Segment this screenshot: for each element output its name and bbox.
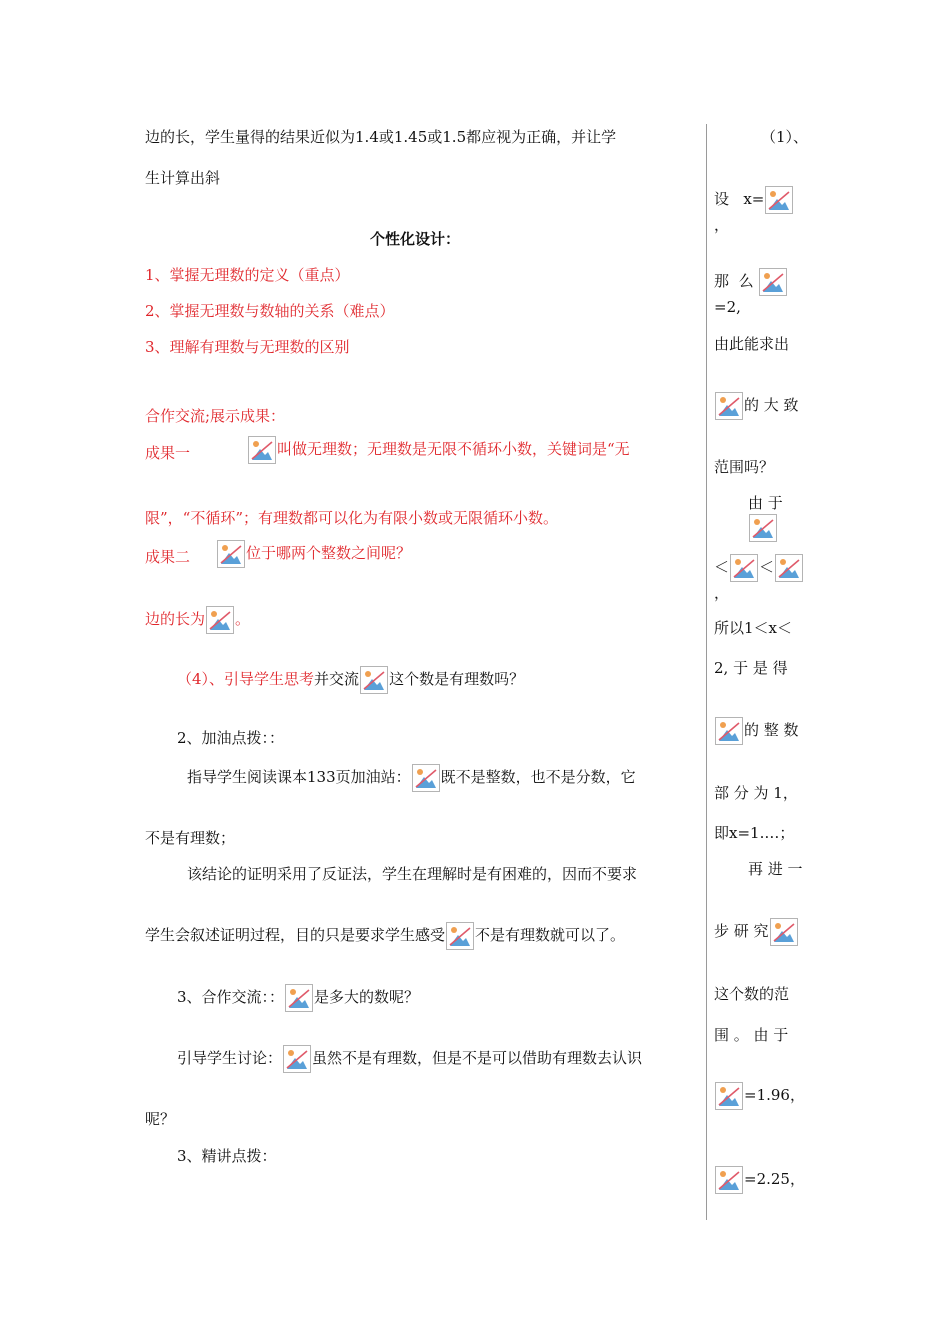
side-line: [714, 268, 808, 318]
guide-text: 既不是整数，也不是分数，它: [440, 768, 636, 786]
result-label: 成果一: [145, 444, 191, 462]
result-label: 成果二: [145, 548, 191, 566]
text-line: 不是有理数；: [145, 829, 236, 847]
broken-image-icon: [715, 1166, 743, 1194]
question-black: 这个数是有理数吗？: [389, 670, 525, 688]
broken-image-icon: [248, 436, 276, 464]
broken-image-icon: [412, 764, 440, 792]
section-title: 3、精讲点拨：: [177, 1147, 277, 1165]
side-text: 部 分 为 1，: [714, 784, 798, 802]
text-line: [177, 1045, 642, 1073]
side-text: 由此能求出: [714, 335, 790, 353]
broken-image-icon: [283, 1045, 311, 1073]
side-text: 围 。 由 于: [714, 1026, 789, 1044]
edge-suffix: 。: [235, 610, 251, 628]
side-line: [714, 1166, 808, 1194]
side-text: 由 于: [748, 494, 783, 512]
side-text: 的 整 数: [744, 721, 799, 739]
side-text: 步 研 究: [714, 922, 769, 940]
section-title: 2、加油点拨：：: [177, 729, 285, 747]
side-line: [714, 1082, 808, 1110]
side-line: [714, 492, 808, 542]
broken-image-icon: [217, 540, 245, 568]
result-line: 限”，“不循环”；有理数都可以化为有限小数或无限循环小数。: [145, 509, 559, 527]
side-line: [714, 918, 808, 946]
side-text: ＜: [714, 558, 730, 576]
side-text: =1.96，: [744, 1086, 805, 1104]
side-text: =2,: [714, 298, 741, 316]
result-line: [216, 540, 411, 568]
side-text: 这个数的范: [714, 985, 790, 1003]
broken-image-icon: [770, 918, 798, 946]
broken-image-icon: [715, 1082, 743, 1110]
side-line: [714, 717, 808, 745]
text-line: 呢？: [145, 1110, 176, 1128]
text-line: [187, 764, 636, 792]
broken-image-icon: [446, 922, 474, 950]
side-text: 么: [738, 272, 754, 290]
broken-image-icon: [360, 666, 388, 694]
section-title: 合作交流;展示成果：: [145, 407, 286, 425]
proof-text: 不是有理数就可以了。: [475, 926, 626, 944]
guide-text: 指导学生阅读课本133页加油站：: [187, 768, 411, 786]
broken-image-icon: [749, 514, 777, 542]
broken-image-icon: [715, 392, 743, 420]
section-title: 3、合作交流：：: [177, 988, 285, 1006]
text-line: 生计算出斜: [145, 169, 221, 187]
side-text: x=: [743, 190, 765, 208]
broken-image-icon: [715, 717, 743, 745]
side-text: 范围吗？: [714, 458, 775, 476]
column-divider: [706, 124, 707, 1220]
side-text: 2, 于 是 得: [714, 659, 788, 677]
text-line: [177, 984, 419, 1012]
broken-image-icon: [759, 268, 787, 296]
broken-image-icon: [730, 554, 758, 582]
side-text: ＜: [759, 558, 775, 576]
proof-text: 学生会叙述证明过程，目的只是要求学生感受: [145, 926, 446, 944]
broken-image-icon: [285, 984, 313, 1012]
side-text: =2.25，: [744, 1170, 805, 1188]
broken-image-icon: [775, 554, 803, 582]
side-text: ，: [714, 584, 730, 602]
question-red: （4）、引导学生思考: [177, 670, 315, 688]
edge-prefix: 边的长为: [145, 610, 206, 628]
side-text: ，: [714, 216, 730, 234]
question-black: 并交流: [314, 670, 360, 688]
result-line: [247, 436, 630, 464]
text-line: [145, 606, 250, 634]
broken-image-icon: [206, 606, 234, 634]
text-line: [177, 666, 524, 694]
side-text: 即x=1.…；: [714, 824, 795, 842]
side-line: [714, 186, 808, 236]
result-text: 叫做无理数；无理数是无限不循环小数，关键词是“无: [277, 440, 630, 458]
discuss-text: 引导学生讨论：: [177, 1049, 283, 1067]
text-line: [145, 922, 625, 950]
goal-item: 1、掌握无理数的定义（重点）: [145, 266, 350, 284]
side-text: 设: [714, 190, 730, 208]
goal-item: 3、理解有理数与无理数的区别: [145, 338, 350, 356]
side-line: [714, 392, 808, 420]
goal-item: 2、掌握无理数与数轴的关系（难点）: [145, 302, 395, 320]
side-text: 的 大 致: [744, 396, 799, 414]
side-text: （1）、: [760, 128, 808, 146]
broken-image-icon: [765, 186, 793, 214]
side-line: [714, 554, 808, 604]
side-text: 那: [714, 272, 730, 290]
discuss-text: 虽然不是有理数，但是不是可以借助有理数去认识: [312, 1049, 643, 1067]
side-text: 所以1＜x＜: [714, 619, 793, 637]
side-text: 再 进 一: [748, 860, 803, 878]
text-line: 该结论的证明采用了反证法，学生在理解时是有困难的，因而不要求: [187, 865, 638, 883]
text-line: 边的长，学生量得的结果近似为1.4或1.45或1.5都应视为正确，并让学: [145, 128, 617, 146]
section-heading: 个性化设计：: [370, 230, 461, 248]
question-text: 是多大的数呢？: [314, 988, 420, 1006]
result-text: 位于哪两个整数之间呢？: [246, 544, 412, 562]
